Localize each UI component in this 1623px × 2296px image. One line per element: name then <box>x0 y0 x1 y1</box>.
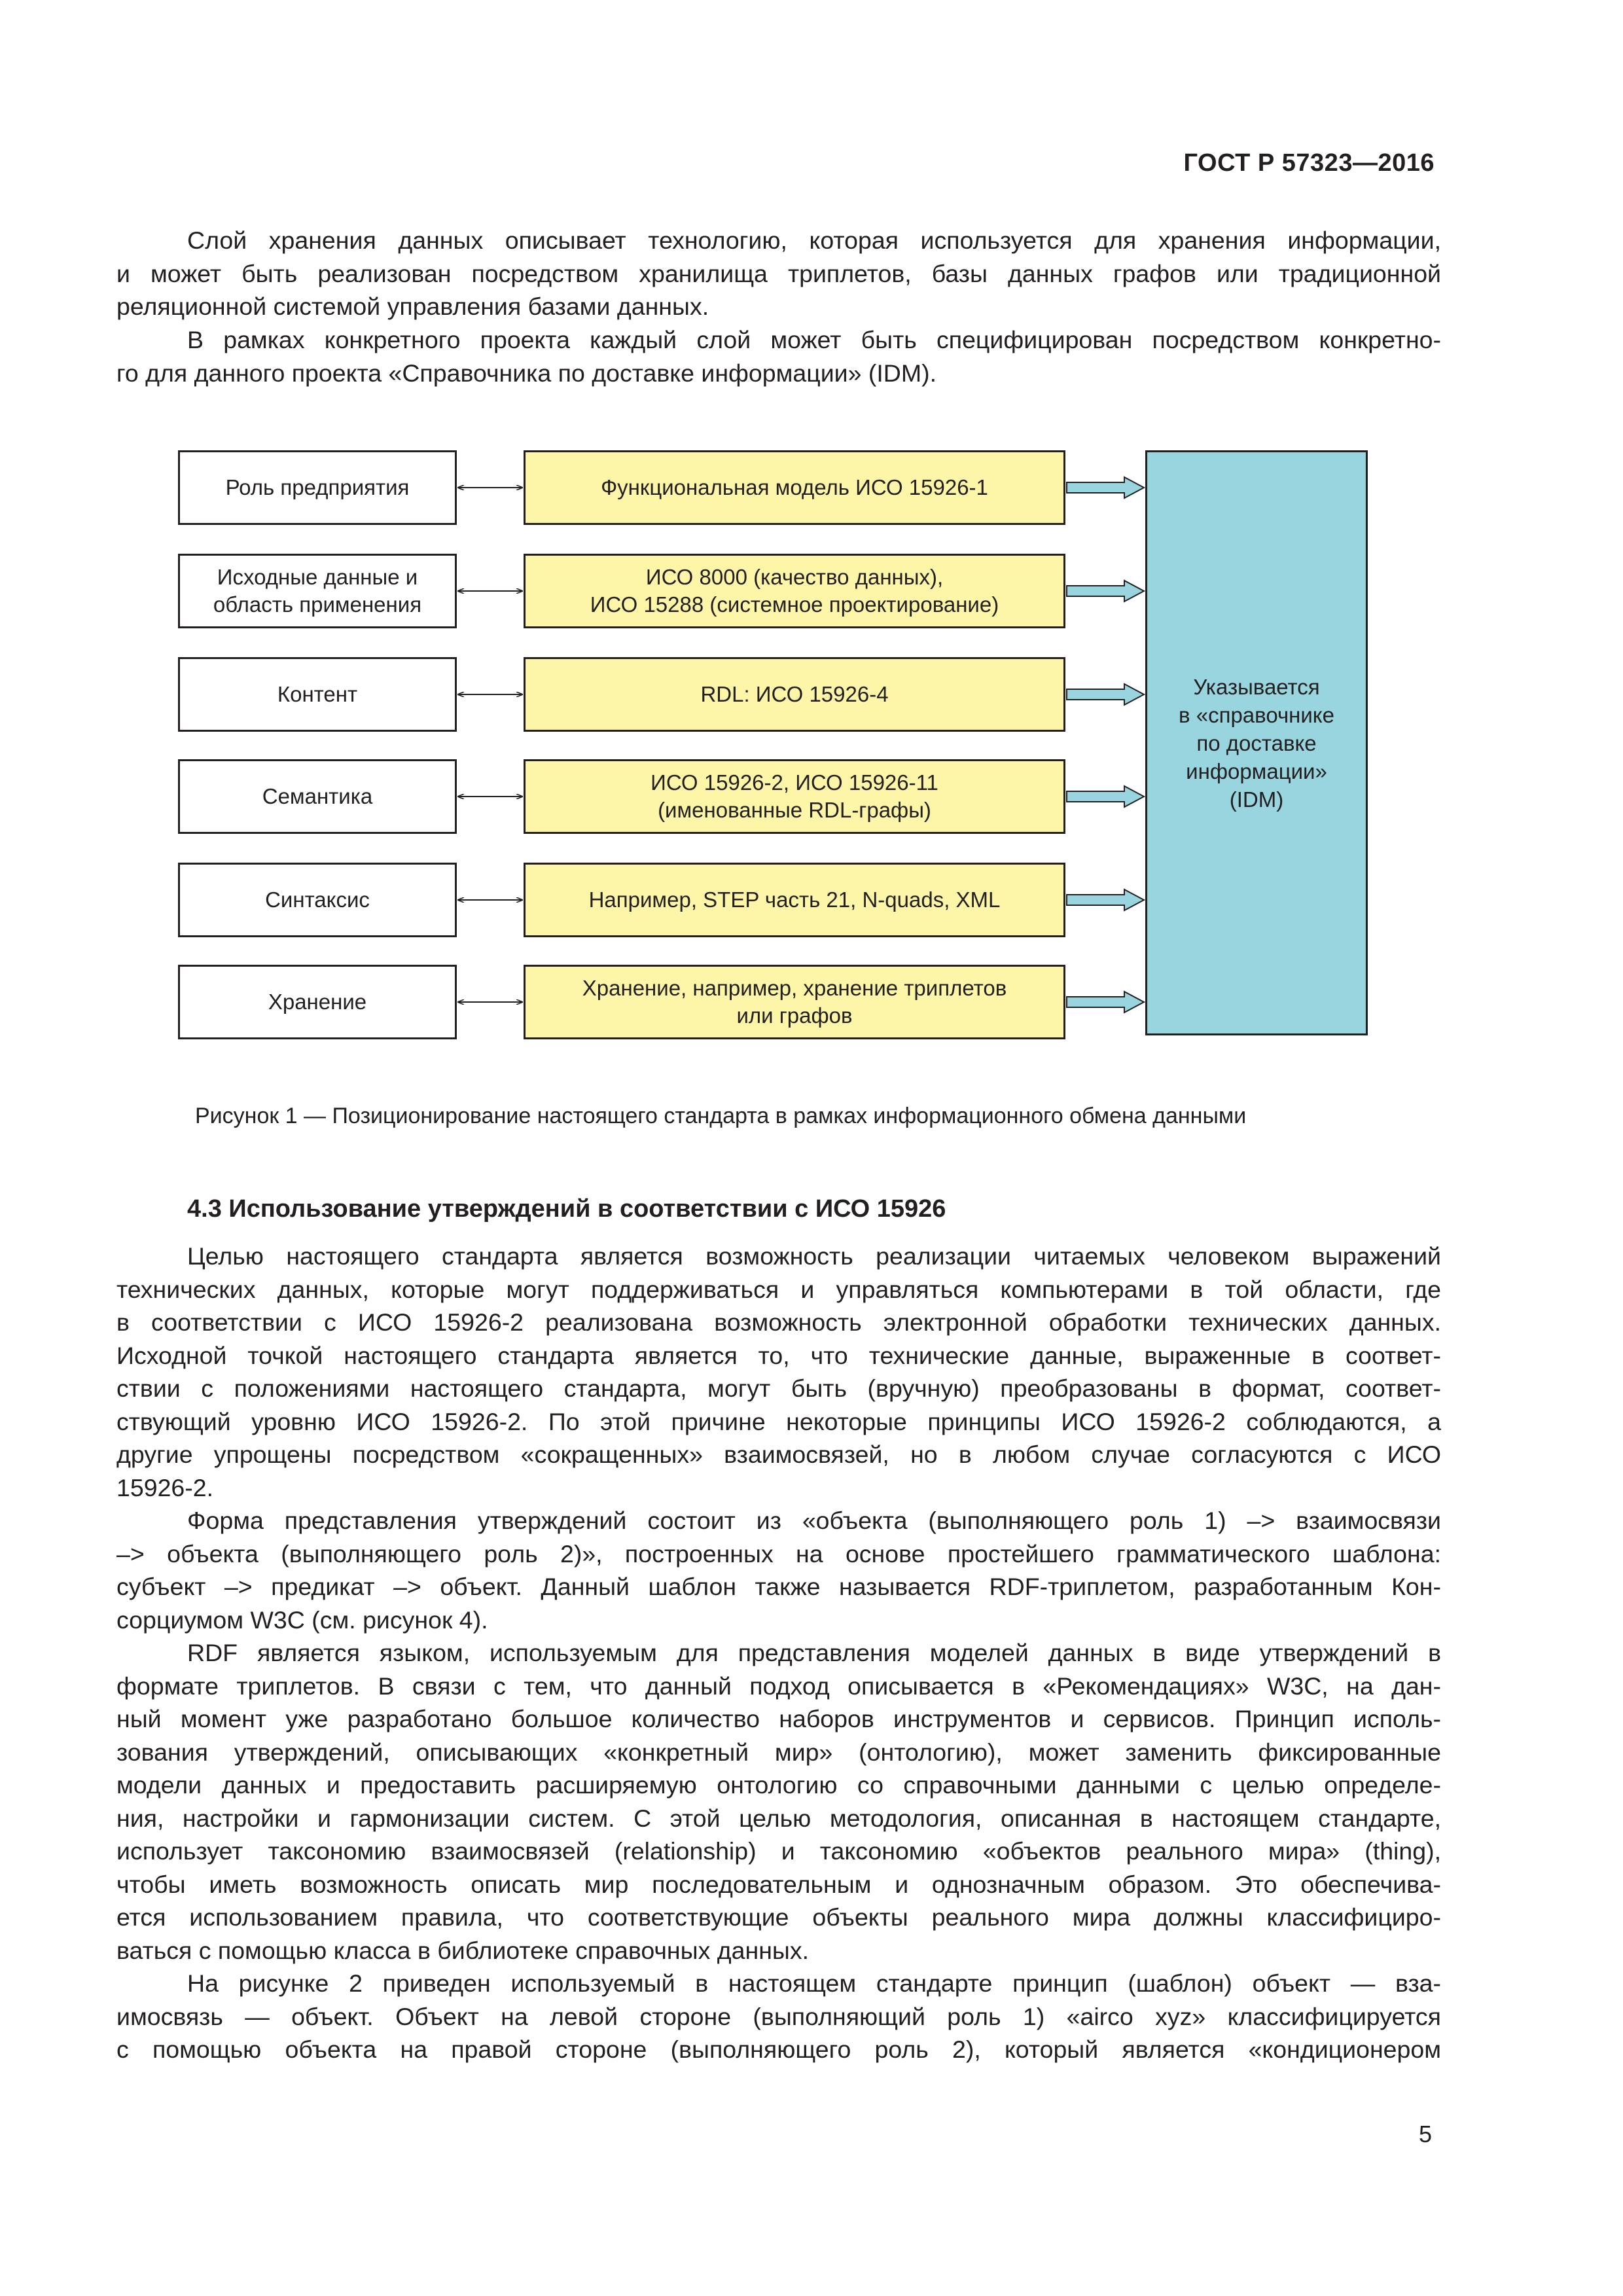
body-paragraph-1 <box>116 1240 1441 1504</box>
text-line: в соответствии с ИСО 15926-2 реализована возможность электронной обработки технических данных. <box>116 1308 1441 1336</box>
idm-label-line: (IDM) <box>1229 787 1284 812</box>
text-line: ния, настройки и гармонизации систем. С этой целью методология, описанная в настоящем стандарте, <box>116 1804 1441 1832</box>
layer-label: Роль предприятия <box>225 475 410 499</box>
text-line: ный момент уже разработано большое количество наборов инструментов и сервисов. Принцип исполь- <box>116 1705 1441 1732</box>
standard-label-line: ИСО 15288 (системное проектирование) <box>590 592 999 617</box>
text-line: –> объекта (выполняющего роль 2)», построенных на основе простейшего грамматического шаблона: <box>116 1539 1441 1568</box>
layer-label: Семантика <box>262 784 373 808</box>
document-code: ГОСТ Р 57323—2016 <box>1183 149 1435 177</box>
standard-label-line: (именованные RDL-графы) <box>658 798 931 822</box>
standard-label: Например, STEP часть 21, N-quads, XML <box>588 888 1001 912</box>
text-line: Слой хранения данных описывает технологию, которая используется для хранения информации, <box>187 226 1441 254</box>
standard-label: RDL: ИСО 15926-4 <box>700 682 889 706</box>
text-line: сорциумом W3C (см. рисунок 4). <box>116 1605 488 1634</box>
text-line: другие упрощены посредством «сокращенных» взаимосвязей, но в любом случае согласуются с ИСО <box>116 1441 1441 1468</box>
layer-label: Хранение <box>268 990 367 1014</box>
standard-label-line: ИСО 15926-2, ИСО 15926-11 <box>651 770 938 795</box>
section-heading: 4.3 Использование утверждений в соответствии с ИСО 15926 <box>187 1195 946 1223</box>
text-line: RDF является языком, используемым для представления моделей данных в виде утверждений в <box>187 1639 1441 1666</box>
text-line: ваться с помощью класса в библиотеке справочных данных. <box>116 1936 810 1964</box>
text-line: Исходной точкой настоящего стандарта является то, что технические данные, выраженные в соответ- <box>116 1341 1441 1369</box>
block-arrow-icon <box>1067 684 1144 705</box>
text-line: модели данных и предоставить расширяемую онтологию со справочными данными с целью определе- <box>116 1771 1441 1799</box>
text-line: использует таксономию взаимосвязей (relationship) и таксономию «объектов реального мира» (thing), <box>116 1837 1441 1865</box>
layer-label-line: Исходные данные и <box>217 565 418 589</box>
page-number: 5 <box>1419 2121 1433 2147</box>
standard-label-line: ИСО 8000 (качество данных), <box>645 565 944 589</box>
idm-label-line: по доставке <box>1196 730 1317 755</box>
text-line: зования утверждений, описывающих «конкретный мир» (онтологию), может заменить фиксированные <box>116 1738 1441 1766</box>
text-line: ствии с положениями настоящего стандарта, могут быть (вручную) преобразованы в формат, соответ- <box>116 1374 1441 1402</box>
layer-label: Синтаксис <box>265 888 370 912</box>
figure-caption: Рисунок 1 — Позиционирование настоящего стандарта в рамках информационного обмена данными <box>195 1103 1247 1128</box>
layer-label-line: область применения <box>213 592 422 617</box>
layer-label: Контент <box>277 682 358 706</box>
diagram-arrows <box>0 0 1623 1113</box>
body-paragraph-2 <box>116 1504 1441 1636</box>
text-line: Форма представления утверждений состоит из «объекта (выполняющего роль 1) –> взаимосвязи <box>187 1507 1441 1534</box>
block-arrow-icon <box>1067 786 1144 807</box>
block-arrows <box>1067 477 1144 1013</box>
text-line: технических данных, которые могут поддерживаться и управляться компьютерами в той области, где <box>116 1275 1441 1303</box>
text-line: В рамках конкретного проекта каждый слой может быть специфицирован посредством конкретно- <box>187 326 1441 353</box>
double-arrows <box>458 488 522 1002</box>
text-line: чтобы иметь возможность описать мир последовательным и однозначным образом. Это обеспечива- <box>116 1870 1441 1898</box>
idm-label-line: в «справочнике <box>1179 702 1334 727</box>
text-line: с помощью объекта на правой стороне (выполняющего роль 2), который является «кондиционером <box>116 2036 1441 2063</box>
body-paragraph-3 <box>116 1636 1441 1967</box>
text-line: Целью настоящего стандарта является возможность реализации читаемых человеком выражений <box>187 1242 1441 1270</box>
idm-label-line: информации» <box>1186 759 1327 783</box>
block-arrow-icon <box>1067 477 1144 498</box>
text-line: ется использованием правила, что соответствующие объекты реального мира должны классифициро- <box>116 1903 1441 1931</box>
text-line: формате триплетов. В связи с тем, что данный подход описывается в «Рекомендациях» W3C, на дан- <box>116 1672 1441 1700</box>
text-line: 15926-2. <box>116 1473 214 1501</box>
text-line: и может быть реализован посредством хранилища триплетов, базы данных графов или традиционной <box>116 259 1441 287</box>
body-paragraph-4 <box>116 1967 1441 2066</box>
standard-label-line: или графов <box>736 1003 853 1028</box>
block-arrow-icon <box>1067 889 1144 910</box>
text-line: го для данного проекта «Справочника по доставке информации» (IDM). <box>116 359 937 387</box>
block-arrow-icon <box>1067 581 1144 601</box>
text-line: ствующий уровню ИСО 15926-2. По этой причине некоторые принципы ИСО 15926-2 соблюдаются, а <box>116 1407 1441 1435</box>
standard-label-line: Хранение, например, хранение триплетов <box>582 976 1007 1000</box>
idm-label-line: Указывается <box>1193 674 1320 699</box>
text-line: реляционной системой управления базами данных. <box>116 293 709 320</box>
text-line: субъект –> предикат –> объект. Данный шаблон также называется RDF-триплетом, разработанным Кон- <box>116 1573 1441 1600</box>
text-line: На рисунке 2 приведен используемый в настоящем стандарте принцип (шаблон) объект — вза- <box>187 1969 1441 1997</box>
standard-label: Функциональная модель ИСО 15926-1 <box>601 475 988 499</box>
text-line: имосвязь — объект. Объект на левой стороне (выполняющий роль 1) «airco xyz» классифицируется <box>116 2002 1441 2030</box>
block-arrow-icon <box>1067 992 1144 1013</box>
